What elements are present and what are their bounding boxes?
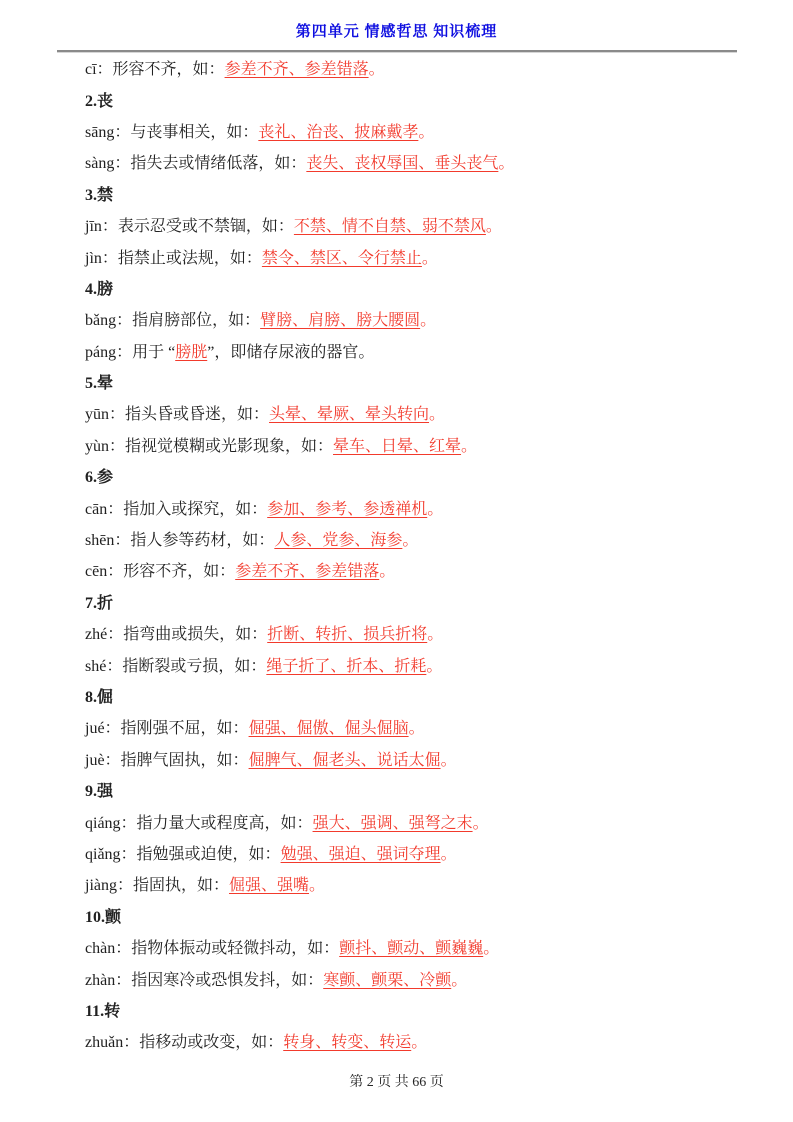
text-segment: bǎng：指肩膀部位，如： (85, 312, 261, 330)
text-segment: cēn：形容不齐，如： (85, 563, 236, 581)
example-words: 膀胱 (175, 343, 208, 361)
text-segment: 。 (440, 845, 457, 863)
text-segment: 。 (309, 877, 326, 895)
text-segment: zhé：指弯曲或损失，如： (85, 626, 268, 644)
text-segment: 3.禁 (85, 186, 114, 204)
text-segment: cān：指加入或探究，如： (85, 500, 268, 518)
example-words: 倔脾气、倔老头、说话太倔 (248, 751, 441, 769)
text-segment: 。 (379, 563, 396, 581)
text-segment: 。 (420, 312, 437, 330)
text-segment: páng：用于 “ (85, 343, 176, 361)
entry-line (85, 429, 763, 460)
example-words: 头晕、晕厥、晕头转向 (269, 406, 430, 424)
entry-line (85, 837, 763, 868)
text-segment: zhàn：指因寒冷或恐惧发抖，如： (85, 971, 324, 989)
text-segment: 。 (427, 626, 444, 644)
text-segment: 。 (483, 940, 500, 958)
section-heading (85, 680, 763, 711)
text-segment: 5.晕 (85, 375, 114, 393)
example-words: 勉强、强迫、强词夺理 (280, 845, 441, 863)
entry-line (85, 648, 763, 679)
example-words: 折断、转折、损兵折将 (267, 626, 428, 644)
text-segment: 。 (402, 532, 419, 550)
text-segment: sāng：与丧事相关，如： (85, 123, 259, 141)
section-heading (85, 994, 763, 1025)
text-segment: 2.丧 (85, 92, 114, 110)
text-segment: 7.折 (85, 594, 114, 612)
text-segment: 。 (408, 720, 425, 738)
text-segment: qiáng：指力量大或程度高，如： (85, 814, 313, 832)
page-number-footer: 第 2 页 共 66 页 (349, 1075, 444, 1090)
entry-line (85, 743, 763, 774)
entry-line (85, 240, 763, 271)
example-words: 丧礼、治丧、披麻戴孝 (258, 123, 419, 141)
entry-line (85, 209, 763, 240)
entry-line (85, 931, 763, 962)
section-heading (85, 178, 763, 209)
text-segment: 。 (461, 437, 478, 455)
text-segment: cī：形容不齐，如： (85, 61, 225, 79)
entry-line (85, 711, 763, 742)
text-segment: ”，即储存尿液的器官。 (207, 343, 375, 361)
example-words: 不禁、情不自禁、弱不禁风 (293, 218, 486, 236)
document-body (85, 52, 763, 1057)
example-words: 寒颤、颤栗、冷颤 (323, 971, 452, 989)
text-segment: 8.倔 (85, 689, 114, 706)
text-segment: 。 (440, 751, 457, 769)
text-segment: 。 (411, 1034, 428, 1052)
text-segment: 。 (498, 155, 515, 173)
text-segment: 10.颤 (85, 908, 122, 926)
entry-line (85, 617, 763, 648)
entry-line (85, 554, 763, 585)
example-words: 转身、转变、转运 (283, 1034, 412, 1052)
entry-line (85, 303, 763, 334)
text-segment: jìn：指禁止或法规，如： (85, 249, 262, 267)
entry-line (85, 146, 763, 177)
text-segment: qiǎng：指勉强或迫使，如： (85, 845, 281, 863)
text-segment: zhuǎn：指移动或改变，如： (85, 1034, 284, 1052)
example-words: 倔强、倔傲、倔头倔脑 (248, 720, 409, 738)
section-heading (85, 272, 763, 303)
example-words: 倔强、强嘴 (229, 877, 310, 895)
section-heading (85, 774, 763, 805)
text-segment: shēn：指人参等药材，如： (85, 532, 275, 550)
text-segment: chàn：指物体振动或轻微抖动，如： (85, 940, 340, 958)
text-segment: yūn：指头昏或昏迷，如： (85, 406, 270, 424)
entry-line (85, 1025, 763, 1056)
section-heading (85, 83, 763, 114)
entry-line (85, 115, 763, 146)
entry-line (85, 523, 763, 554)
text-segment: 。 (427, 500, 444, 518)
text-segment: shé：指断裂或亏损，如： (85, 657, 267, 675)
text-segment: 。 (472, 814, 489, 832)
text-segment: 。 (418, 123, 435, 141)
text-segment: jīn：表示忍受或不禁锢，如： (85, 218, 294, 236)
section-heading (85, 366, 763, 397)
text-segment: yùn：指视觉模糊或光影现象，如： (85, 437, 334, 455)
entry-line (85, 335, 763, 366)
example-words: 禁令、禁区、令行禁止 (261, 249, 422, 267)
text-segment: 。 (485, 218, 502, 236)
example-words: 晕车、日晕、红晕 (333, 437, 462, 455)
section-heading (85, 460, 763, 491)
entry-line (85, 805, 763, 836)
example-words: 参差不齐、参差错落 (235, 563, 380, 581)
text-segment: 。 (368, 61, 385, 79)
example-words: 颤抖、颤动、颤巍巍 (339, 940, 484, 958)
example-words: 绳子折了、折本、折耗 (266, 657, 427, 675)
text-segment: jué：指刚强不屈，如： (85, 720, 249, 738)
text-segment: 。 (426, 657, 443, 675)
entry-line (85, 397, 763, 428)
section-heading (85, 900, 763, 931)
entry-line (85, 52, 763, 83)
example-words: 参差不齐、参差错落 (224, 61, 369, 79)
text-segment: jiàng：指固执，如： (85, 877, 229, 895)
page-title: 第四单元 情感哲思 知识梳理 (295, 24, 498, 40)
entry-line (85, 868, 763, 899)
example-words: 参加、参考、参透禅机 (267, 500, 428, 518)
text-segment: 。 (429, 406, 446, 424)
text-segment: sàng：指失去或情绪低落，如： (85, 155, 307, 173)
example-words: 强大、强调、强弩之末 (312, 814, 473, 832)
example-words: 人参、党参、海参 (274, 532, 403, 550)
example-words: 臂膀、肩膀、膀大腰圆 (260, 312, 421, 330)
text-segment: 11.转 (85, 1002, 121, 1020)
text-segment: 9.强 (85, 783, 114, 801)
text-segment: 。 (451, 971, 468, 989)
text-segment: 。 (421, 249, 438, 267)
section-heading (85, 586, 763, 617)
entry-line (85, 491, 763, 522)
text-segment: 6.参 (85, 469, 114, 487)
entry-line (85, 962, 763, 993)
example-words: 丧失、丧权辱国、垂头丧气 (306, 155, 499, 173)
text-segment: juè：指脾气固执，如： (85, 751, 249, 769)
text-segment: 4.膀 (85, 280, 114, 298)
